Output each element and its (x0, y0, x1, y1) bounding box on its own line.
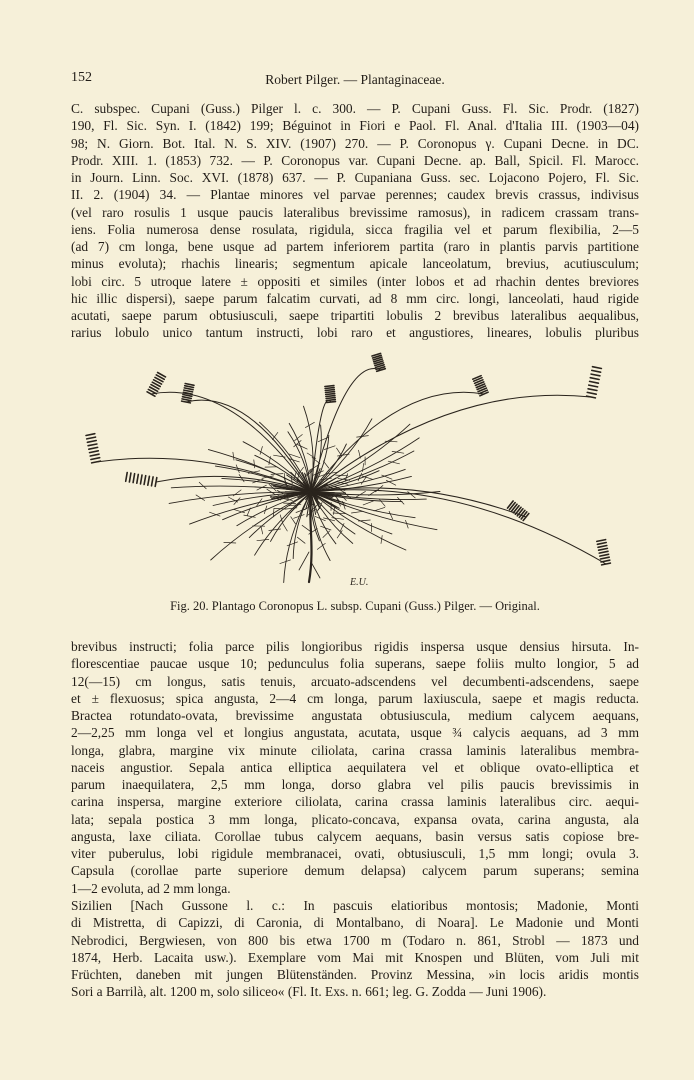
text-line: hic illic dispersi), saepe parum falcatim curvati, ad 8 mm circ. longi, lanceolati, haud rigide (71, 290, 639, 306)
text-line: C. subspec. Cupani (Guss.) Pilger l. c. 300. — P. Cupani Guss. Fl. Sic. Prodr. (1827) (71, 101, 639, 116)
paragraph-3 (71, 897, 639, 1001)
root (309, 492, 312, 582)
leaf-lobe (362, 476, 373, 479)
peduncle (311, 395, 591, 492)
text-line: Nebrodici, Bergwiesen, von 800 bis etwa 1700 m (Todaro n. 861, Strobl — 1873 und (71, 932, 639, 948)
leaf-lobe (233, 490, 241, 496)
leaf-lobe (315, 516, 325, 520)
leaf-lobe (379, 499, 385, 506)
flower-spike (126, 473, 157, 487)
leaf-lobe (358, 473, 362, 481)
leaf-lobe (363, 501, 373, 505)
leaf-lobe (408, 492, 416, 498)
flower-spike (325, 386, 336, 403)
plant-illustration (76, 342, 636, 596)
leaf-lobe (302, 525, 310, 531)
text-line: angusta, laxe ciliata. Corollae tubus calycem aequans, basin versus satis copiose bre- (71, 828, 639, 844)
leaf-lobe (260, 447, 262, 455)
leaf-lobe (381, 536, 382, 544)
leaf-lobe (269, 529, 281, 531)
leaf-lobe (261, 526, 263, 534)
text-line: longa, glabra, margine vix minute ciliolata, carina crassa laminis lateralibus membra- (71, 742, 639, 758)
text-line: Früchten, daneben mit jungen Blütenständen. Provinz Messina, »in locis aridis montis (71, 967, 639, 982)
leaf-lobe (271, 474, 283, 475)
text-line: 98; N. Giorn. Bot. Ital. N. S. XIV. (1907) 270. — P. Coronopus γ. Cupani Decne. in DC. (71, 135, 639, 151)
leaf-lobe (283, 524, 288, 531)
leaf-lobe (351, 511, 363, 513)
leaf-lobe (398, 497, 405, 504)
figure-caption: Fig. 20. Plantago Coronopus L. subsp. Cupani (Guss.) Pilger. — Original. (170, 599, 540, 613)
leaf-lobe (297, 537, 305, 543)
leaf-lobe (199, 482, 206, 489)
paragraph-1 (71, 100, 639, 342)
leaf-lobe (257, 539, 269, 540)
peduncle (311, 392, 484, 492)
text-line: (ad 7) cm longa, bene usque ad partem inferiorem partita (raro in plantis parvis partitione (71, 239, 639, 254)
leaf-lobe (333, 513, 345, 514)
leaf-lobe (254, 460, 255, 468)
peduncle (311, 490, 606, 564)
text-line: Capsula (corollae parte superiore demum delapsa) calycem parum superans; semina (71, 863, 639, 879)
text-line: Bractea rotundato-ovata, brevissime angustata obtusiuscula, medium calycem aequans, (71, 708, 639, 723)
text-line: 1—2 evoluta, ad 2 mm longa. (71, 880, 231, 896)
text-line: rarius lobulo unico tantum instructi, lobi raro et angustiores, lineares, lobulis pluribus (71, 325, 639, 341)
leaf-lobe (297, 445, 307, 450)
text-line: carina inspersa, margine exteriore ciliolata, carina crassa laminis lateralibus circ. aequi- (71, 794, 639, 810)
page-header (71, 70, 639, 90)
leaf-lobe (332, 518, 344, 520)
text-line: II. 2. (1904) 34. — Plantae minores vel parvae perennes; caudex brevis crassus, indivisus (71, 187, 639, 203)
leaf-lobe (374, 507, 385, 511)
text-line: minus evoluta); rhachis linearis; segmentum apicale lanceolatum, brevius, acutiusculum; (71, 256, 639, 272)
artist-signature: E.U. (350, 577, 369, 588)
leaf-lobe (337, 448, 342, 455)
text-line: acutati, saepe parum obtusiusculi, saepe tripartiti lobulis 2 brevibus lateralibus aequalibus, (71, 308, 639, 323)
flower-spike (587, 367, 602, 398)
leaf-lobe (324, 446, 335, 450)
leaf-lobe (357, 491, 366, 496)
text-line: et ± flexuosus; spica angusta, 2—4 cm longa, parum laxiuscula, saepe et magis reducta. (71, 690, 639, 706)
text-line: in Journ. Linn. Soc. XVI. (1878) 637. — P. Cupaniana Guss. sec. Lojacono Pojero, Fl. Sic. (71, 170, 639, 185)
text-line: Sori a Barrilà, alt. 1200 m, solo siliceo« (Fl. It. Exs. n. 661; leg. G. Zodda — Juni 1906). (71, 984, 547, 1000)
flower-spike (86, 434, 100, 463)
text-line: Prodr. XIII. 1. (1853) 732. — P. Coronopus var. Cupani Decne. ap. Ball, Spicil. Fl. Marocc. (71, 152, 639, 168)
text-line: viter puberulus, lobi rigidule membranacei, ovati, obtusiusculi, 1,5 mm longi; ovula 3. (71, 846, 639, 861)
leaf-lobe (224, 542, 236, 543)
page-number: 152 (71, 70, 92, 85)
text-line: 2—2,25 mm longa vel et longius angustata, acutata, usque ¾ calycis aequans, ad 3 mm (71, 725, 639, 741)
paragraph-2 (71, 638, 639, 897)
running-head: Robert Pilger. — Plantaginaceae. (265, 72, 445, 87)
text-line: iens. Folia numerosa dense rosulata, rigidula, sicca fragilia vel et parum flexibilia, 2—5 (71, 221, 639, 237)
leaf-lobe (358, 520, 370, 521)
leaf-lobe (323, 461, 328, 468)
leaf-lobe (336, 475, 348, 476)
leaf-lobe (305, 422, 314, 427)
text-line: parum inaequilatera, 2,5 mm longa, dorso glabra vel pilis paucis brevissimis in (71, 777, 639, 792)
text-line: di Mistretta, di Capizzi, di Caronia, di Montalbano, di Noara]. Le Madonie und Monti (71, 915, 639, 931)
text-line: 190, Fl. Sic. Syn. I. (1842) 199; Béguinot in Fiori e Paol. Fl. Anal. d'Italia III. (1903—04) (71, 118, 639, 134)
text-line: brevibus instructi; folia parce pilis longioribus rigidis inspersa usque densius hirsuta. In- (71, 639, 639, 654)
text-line: lata; sepala postica 3 mm longa, plicato-concava, expansa ovata, carina angusta, ala (71, 811, 639, 827)
text-line: Sizilien [Nach Gussone l. c.: In pascuis elatioribus montosis; Madonie, Monti (71, 898, 639, 913)
leaf-lobe (389, 511, 393, 519)
text-line: lobi circ. 5 utroque latere ± oppositi et similes (inter lobos et ad rhachin dentes breviores (71, 273, 639, 289)
text-line: (vel raro rosulis 1 usque paucis lateralibus brevissime ramosus), in radicem crassam trans- (71, 204, 639, 220)
leaf-lobe (280, 560, 291, 564)
text-line: florescentiae paucae usque 10; pedunculus folia superans, saepe foliis multo longior, 5 ad (71, 656, 639, 672)
flower-spike (597, 540, 611, 565)
leaf-lobe (287, 542, 298, 546)
text-line: naceis angustior. Sepala antica elliptica aequilatera vel et oblique ovato-elliptica et (71, 759, 639, 775)
flower-spike (508, 501, 529, 521)
leaf-lobe (233, 452, 234, 460)
text-line: 1874, Herb. Lacaita usw.). Exemplare vom Mai mit Knospen und Blüten, vom Juli mit (71, 949, 639, 965)
text-line: 12(—15) cm longus, satis tenuis, arcuato-adscendens vel decumbenti-adscendens, saepe (71, 673, 639, 689)
